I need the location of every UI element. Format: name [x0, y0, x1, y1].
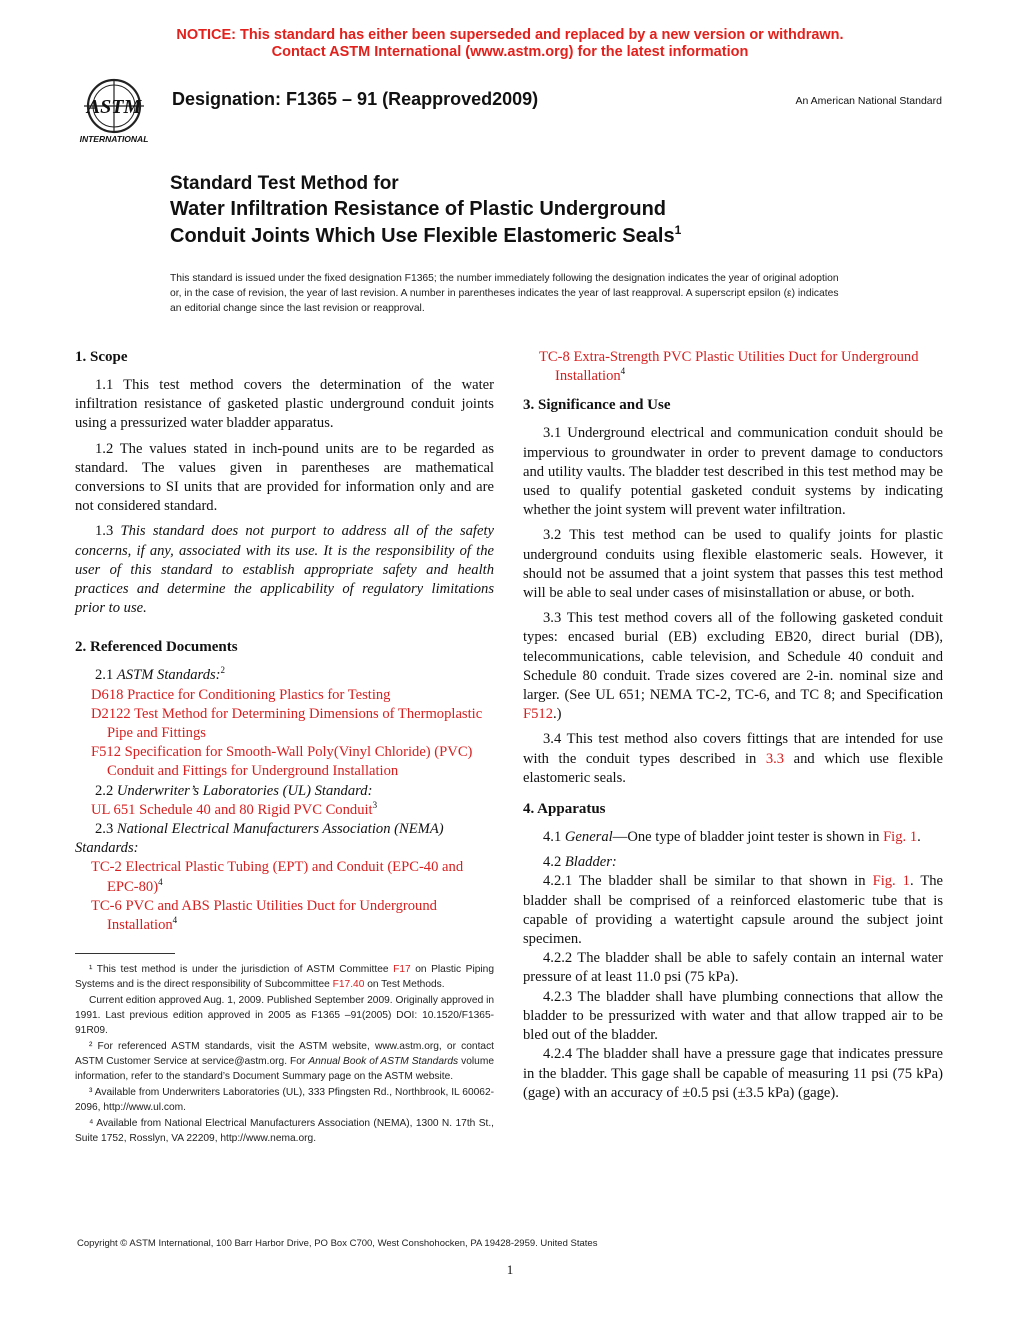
footnote-2: [75, 1039, 494, 1084]
ref-title[interactable]: Practice for Conditioning Plastics for Testing: [123, 686, 391, 703]
ref-ul651[interactable]: [75, 801, 494, 820]
notice-line-1: NOTICE: This standard has either been superseded and replaced by a new version or withdrawn.: [176, 27, 844, 43]
link-section-3-3[interactable]: 3.3: [765, 750, 785, 767]
apparatus-4-2-number: 4.2: [543, 854, 565, 871]
nema-standards-subheading: [75, 820, 494, 858]
apparatus-heading: 4. Apparatus: [523, 801, 606, 818]
designation: Designation: F1365 – 91 (Reapproved2009): [172, 89, 539, 109]
ref-code[interactable]: F512: [91, 744, 122, 761]
significance-3-2: 3.2 This test method can be used to qualify joints for plastic underground conduits using flexible elastomeric seals. However, it should not be assumed that a joint system that passes this test method will be able to seal under cases of misinstallation or abuse, or both.: [523, 527, 943, 602]
logo-subtext: INTERNATIONAL: [79, 134, 149, 144]
document-title: [170, 172, 890, 250]
copyright: Copyright © ASTM International, 100 Barr Harbor Drive, PO Box C700, West Conshohocken, PA 19428-2959. United States: [77, 1238, 598, 1249]
section-2-2-label: Underwriter’s Laboratories (UL) Standard:: [116, 782, 373, 799]
footnote-divider: [75, 953, 175, 954]
ref-title[interactable]: Test Method for Determining Dimensions of Thermoplastic Pipe and Fittings: [107, 705, 483, 742]
significance-3-3-end: .): [553, 706, 562, 723]
ref-code[interactable]: D618: [91, 686, 124, 703]
section-2-1-label: ASTM Standards:: [116, 667, 221, 684]
link-fig-1[interactable]: Fig. 1: [883, 829, 918, 846]
astm-standards-subheading: [75, 666, 494, 685]
footnotes: [75, 962, 494, 1147]
apparatus-4-2-label: Bladder:: [564, 854, 617, 871]
title-line-1: Standard Test Method for: [170, 173, 399, 194]
footnote-1: [75, 962, 494, 992]
notice-line-2: Contact ASTM International (www.astm.org) for the latest information: [271, 44, 749, 60]
apparatus-4-2-2: 4.2.2 The bladder shall be able to safely contain an internal water pressure of at least 11.0 psi (75 kPa).: [523, 950, 943, 986]
astm-logo-icon: [70, 76, 162, 148]
page-number: 1: [506, 1262, 514, 1277]
apparatus-4-1-text: —One type of bladder joint tester is shown in: [612, 829, 884, 846]
title-line-3: [170, 223, 890, 250]
apparatus-4-1: [523, 828, 943, 847]
apparatus-4-2-1-end: . The bladder shall be comprised of a reinforced elastomeric tube that is capable of providing a watertight capsule around the subject joint specimen.: [523, 873, 944, 948]
significance-3-4: [523, 730, 943, 788]
ref-title[interactable]: Extra-Strength PVC Plastic Utilities Duct for Underground Installation: [555, 349, 919, 385]
footnote-1-edition: Current edition approved Aug. 1, 2009. Published September 2009. Originally approved in 1991. Last previous edition approved in 2005 as F1365 –91(2005) DOI: 10.1520/F1365-91R09.: [75, 995, 494, 1036]
section-2-2-number: 2.2: [95, 782, 117, 799]
ul-standard-subheading: [75, 782, 494, 801]
footnote-2-italic: Annual Book of ASTM Standards: [308, 1056, 459, 1067]
ref-d2122[interactable]: [75, 705, 494, 743]
ref-tc6[interactable]: [75, 897, 494, 935]
ref-f512[interactable]: [75, 743, 494, 781]
scope-1-1: 1.1 This test method covers the determination of the water infiltration resistance of gasketed plastic underground conduit joints using a pressurized water bladder apparatus.: [75, 377, 494, 432]
referenced-documents-heading: 2. Referenced Documents: [75, 639, 238, 656]
ref-code[interactable]: TC-2: [91, 859, 122, 876]
footnote-ref-3: 3: [372, 799, 378, 810]
link-f512[interactable]: F512: [523, 706, 554, 723]
footnote-2-text: ² For referenced ASTM standards, visit the ASTM website, www.astm.org, or contact ASTM Customer Service at service@astm.org. For: [75, 1041, 494, 1067]
apparatus-4-1-number: 4.1: [543, 829, 565, 846]
right-column: [523, 348, 943, 1103]
title-line-2: Water Infiltration Resistance of Plastic Underground: [170, 198, 666, 220]
footnote-ref-2: 2: [220, 665, 226, 676]
footnote-1-text: ¹ This test method is under the jurisdiction of ASTM Committee: [89, 964, 394, 975]
section-2-1-number: 2.1: [95, 667, 117, 684]
scope-heading: 1. Scope: [75, 349, 128, 365]
footnote-ref-4: 4: [620, 366, 626, 377]
ref-code[interactable]: UL 651: [91, 801, 136, 818]
ref-title[interactable]: Schedule 40 and 80 Rigid PVC Conduit: [135, 801, 373, 818]
apparatus-4-2-3: 4.2.3 The bladder shall have plumbing connections that allow the bladder to be pressurized with water and that allow trapped air to be bled out of the bladder.: [523, 988, 943, 1044]
footnote-ref-4: 4: [172, 915, 178, 926]
significance-3-1: 3.1 Underground electrical and communication conduit should be impervious to groundwater in order to prevent damage to conductors and utility vaults. The bladder test described in this test method may be used to qualify potential gasketed conduit systems by indicating whether the joint system will prevent water infiltration.: [523, 425, 943, 519]
section-2-3-label: National Electrical Manufacturers Association (NEMA) Standards:: [75, 821, 444, 857]
link-fig-1[interactable]: Fig. 1: [872, 873, 910, 890]
significance-3-3: [523, 609, 943, 724]
ref-title[interactable]: PVC and ABS Plastic Utilities Duct for Underground Installation: [107, 897, 437, 934]
withdrawal-notice: [0, 27, 1020, 61]
footnote-1-link-f17[interactable]: F17: [393, 964, 411, 975]
ref-code[interactable]: TC-8: [539, 349, 570, 365]
significance-3-3-text: 3.3 This test method covers all of the following gasketed conduit types: encased burial (EB) excluding EB20, direct burial (DB), telecommunications, cable television, and Schedule 40 conduit and Schedule 80 conduit. Trade sizes covered are 2-in. nominal size and larger. (See UL 651; NEMA TC-2, TC-6, and TC 8; and Specification: [523, 610, 943, 704]
apparatus-4-2-1: [523, 872, 943, 949]
ref-title[interactable]: Specification for Smooth-Wall Poly(Vinyl Chloride) (PVC) Conduit and Fittings for Underground Installation: [107, 744, 473, 780]
issued-note: This standard is issued under the fixed designation F1365; the number immediately following the designation indicates the year of original adoption or, in the case of revision, the year of last revision. A number in parentheses indicates the year of last reapproval. A superscript epsilon (ε) indicates an editorial change since the last revision or reapproval.: [170, 273, 839, 314]
ref-code[interactable]: TC-6: [91, 897, 122, 914]
scope-1-3-text: This standard does not purport to address all of the safety concerns, if any, associated with its use. It is the responsibility of the user of this standard to establish appropriate safety and health practices and determine the applicability of regulatory limitations prior to use.: [75, 523, 494, 617]
footnote-4: ⁴ Available from National Electrical Manufacturers Association (NEMA), 1300 N. 17th St., Suite 1752, Rosslyn, VA 22209, http://www.nema.org.: [75, 1118, 494, 1144]
footnote-1-text: on Test Methods.: [364, 979, 445, 990]
footnote-2-text: volume information, refer to the standard’s Document Summary page on the ASTM website.: [75, 1056, 495, 1082]
ref-title[interactable]: Electrical Plastic Tubing (EPT) and Conduit (EPC-40 and EPC-80): [107, 859, 464, 895]
american-national-standard: An American National Standard: [795, 95, 942, 107]
left-column: [75, 348, 494, 935]
ref-tc2[interactable]: [75, 858, 494, 896]
ref-tc8[interactable]: [523, 348, 943, 386]
scope-1-3: [75, 522, 494, 618]
apparatus-4-2-4: 4.2.4 The bladder shall have a pressure gage that indicates pressure in the bladder. This gage shall be capable of measuring 11 psi (75 kPa) (gage) with an accuracy of ±0.5 psi (±3.5 kPa) (gage).: [523, 1046, 943, 1101]
significance-3-4-end: and which use flexible elastomeric seals.: [523, 750, 943, 786]
ref-code[interactable]: D2122: [91, 705, 131, 722]
footnote-1-text: on Plastic Piping Systems and is the direct responsibility of Subcommittee: [75, 964, 494, 990]
logo-text: ASTM: [86, 96, 142, 118]
apparatus-4-1-end: .: [917, 829, 921, 846]
apparatus-4-2-1-text: 4.2.1 The bladder shall be similar to that shown in: [543, 873, 873, 890]
scope-1-3-number: 1.3: [95, 523, 121, 540]
footnote-1-link-f1740[interactable]: F17.40: [332, 979, 365, 990]
significance-3-4-text: 3.4 This test method also covers fittings that are intended for use with the conduit types described in: [523, 731, 943, 767]
title-line-3-text: Conduit Joints Which Use Flexible Elastomeric Seals: [170, 225, 675, 247]
scope-1-2: 1.2 The values stated in inch-pound units are to be regarded as standard. The values given in parentheses are mathematical conversions to SI units that are provided for information only and are not considered standard.: [75, 440, 494, 515]
footnote-3: ³ Available from Underwriters Laboratories (UL), 333 Pfingsten Rd., Northbrook, IL 60062-2096, http://www.ul.com.: [75, 1087, 494, 1113]
section-2-3-number: 2.3: [95, 821, 117, 838]
apparatus-4-1-label: General: [564, 829, 613, 846]
footnote-ref-4: 4: [158, 876, 163, 887]
apparatus-4-2: [523, 853, 943, 872]
ref-d618[interactable]: [75, 686, 494, 705]
title-footnote-ref: 1: [674, 223, 682, 237]
significance-heading: 3. Significance and Use: [523, 397, 671, 414]
